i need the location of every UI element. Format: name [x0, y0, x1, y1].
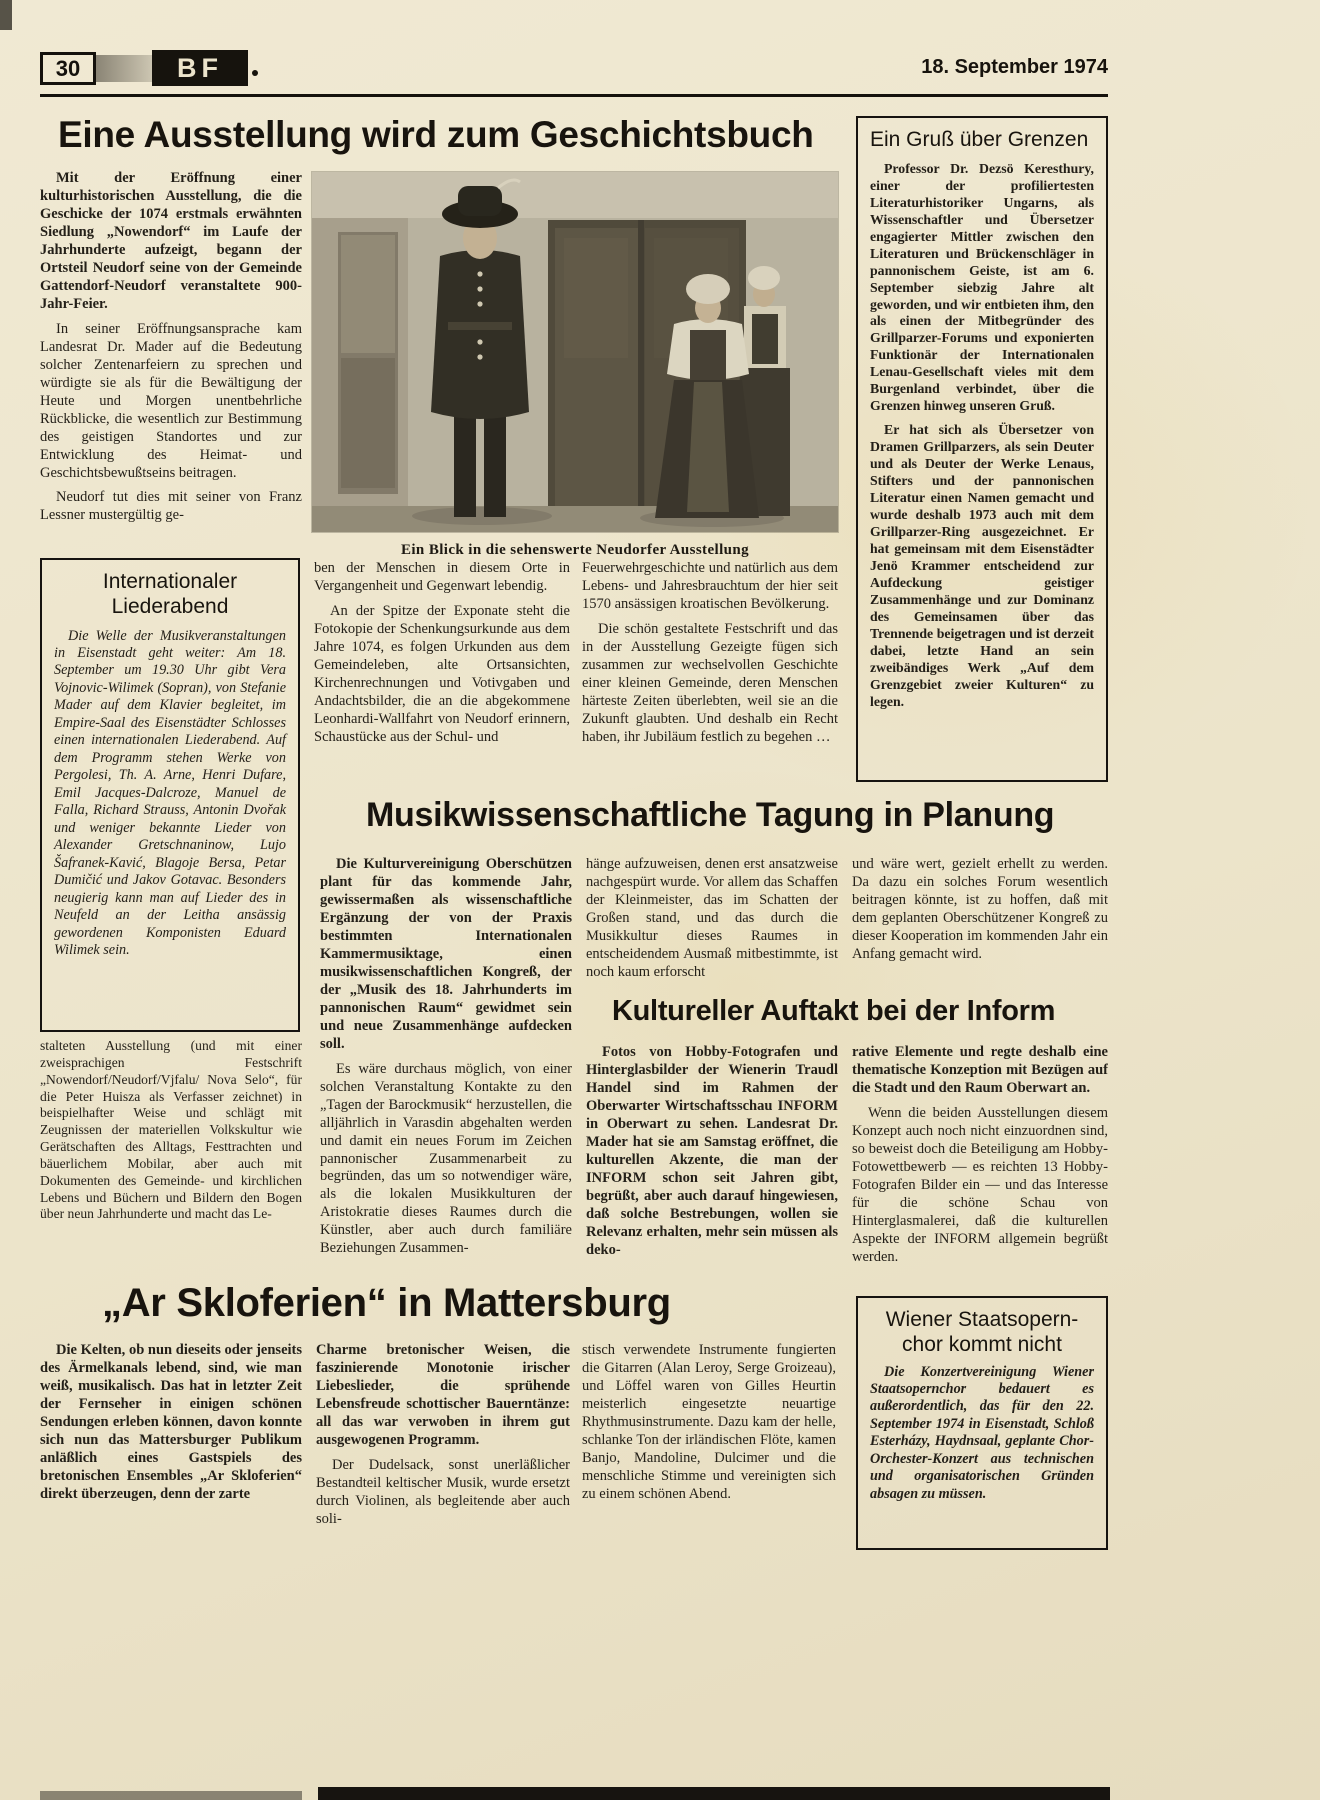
bottom-ink-bar [318, 1787, 1110, 1800]
headline-ausstellung: Eine Ausstellung wird zum Geschichtsbuch [58, 114, 814, 155]
inform-col2 [852, 1044, 1108, 1292]
paragraph: An der Spitze der Exponate steht die Fotokopie der Schenkungsurkunde aus dem Jahre 1074, es folgen Urkunden aus dem Gemeindeleben, alte Ortsansichten, Kirchenrechnungen und Votivgaben und Andachtsbilder, die an die abgekommene Leonhardi-Wallfahrt von Neudorf erinnern, Schaustücke aus der Schul- und [314, 602, 570, 745]
paragraph: Die Konzertvereinigung Wiener Staatsopernchor bedauert es außerordentlich, das für den 22. September 1974 in Eisenstadt, Schloß Esterházy, Haydnsaal, geplante Chor-Orchester-Konzert aus technischen und organisatorischen Gründen absagen zu müssen. [870, 1363, 1094, 1502]
paragraph: Die schön gestaltete Festschrift und das in der Ausstellung Gezeigte fügen sich zusammen zur wechselvollen Geschichte einer kleinen Gemeinde, deren Menschen härteste Zeiten überlebten, weil sie an die Zukunft glaubten. Und deshalb ein Recht haben, ihr Jubiläum festlich zu begehen … [582, 620, 838, 745]
paragraph: Mit der Eröffnung einer kulturhistorischen Ausstellung, die die Geschicke der 1074 erstmals erwähnten Siedlung „Nowendorf“ im Laufe der Jahrhunderte aufzeigt, begann der Ortsteil Neudorf seine von der Gemeinde Gattendorf-Neudorf veranstaltete 900-Jahr-Feier. [40, 170, 302, 312]
paragraph: rative Elemente und regte deshalb eine thematische Konzeption mit Bezügen auf die Stadt und den Raum Oberwart an. [852, 1044, 1108, 1096]
staatsoper-title [870, 1308, 1094, 1358]
paragraph: hänge aufzuweisen, denen erst ansatzweise nachgespürt wurde. Vor allem das Schaffen der Kleinmeister, das im Schatten der Großen stand, und das durch die Musikkultur dieses Raumes in entscheidendem Ausmaß mitbestimmte, ist noch kaum erforscht [586, 856, 838, 980]
paragraph: Wenn die beiden Ausstellungen diesem Konzept auch noch nicht einzuordnen sind, so beweist doch die Beteiligung am Hobby-Fotowettbewerb — es reichten 13 Hobby-Fotografen Bilder ein — und das Interesse für die schöne Schau von Hinterglasmalerei, daß die kulturellen Aspekte der INFORM allgemein begrüßt werden. [852, 1104, 1108, 1265]
photo-caption: Ein Blick in die sehenswerte Neudorfer Ausstellung [400, 542, 750, 558]
tagung-col2 [586, 856, 838, 992]
paragraph: Die Welle der Musikveranstaltungen in Eisenstadt geht weiter: Am 18. September um 19.30 Uhr gibt Vera Vojnovic-Wilimek (Sopran), von Stefanie Mader auf dem Klavier begleitet, im Empire-Saal des Eisenstädter Schlosses einen internationalen Liederabend. Auf dem Programm stehen Werke von Pergolesi, Th. A. Arne, Henri Dufare, Emil Jacques-Dalcroze, Manuel de Falla, Richard Strauss, Antonin Dvořak und weniger bekannte Lieder von Alexander Gretschnaninow, Lujo Šafranek-Kavić, Blagoje Bersa, Petar Dumičić und Jakov Gotavac. Besonders neugierig kann man auf Lieder des in Neufeld an der Leitha ansässig gewordenen Komponisten Eduard Wilimek sein. [54, 627, 286, 958]
masthead-logo-dot [252, 70, 258, 76]
masthead-logo: BF [152, 50, 248, 86]
paragraph: Die Kulturvereinigung Oberschützen plant für das kommende Jahr, gewissermaßen als wissenschaftliche Ergänzung der von der Praxis bestimmten Internationalen Kammermusiktage, einen musikwissenschaftlichen Kongreß, der der „Musik des 18. Jahrhunderts im pannonischen Raum“ gewidmet sein und neue Zusammenhänge aufdecken soll. [320, 856, 572, 1052]
paragraph: Feuerwehrgeschichte und natürlich aus dem Lebens- und Jahresbrauchtum der hier seit 1570 ansässigen kroatischen Bevölkerung. [582, 560, 838, 612]
liederabend-title: Internationaler Liederabend [102, 570, 238, 618]
skloferien-col2 [316, 1342, 570, 1578]
gruss-body [870, 161, 1094, 711]
paragraph: ben der Menschen in diesem Orte in Vergangenheit und Gegenwart lebendig. [314, 560, 570, 594]
skloferien-col1 [40, 1342, 302, 1578]
header-rule [40, 94, 1108, 97]
tagung-col3 [852, 856, 1108, 992]
paragraph: Fotos von Hobby-Fotografen und Hinterglasbilder der Wienerin Traudl Handel sind im Rahmen der Oberwarter Wirtschaftsschau INFORM in Oberwart zu sehen. Landesrat Dr. Mader hat sie am Samstag eröffnet, die kulturellen Akzente, die man der INFORM schon seit Jahren gibt, begrüßt, aber auch darauf hingewiesen, daß solche Bestrebungen, wollen sie Relevanz erhalten, mehr sein müssen als deko- [586, 1044, 838, 1258]
liederabend-body [54, 628, 286, 960]
exhibition-photo-graphic [312, 172, 838, 532]
headline-inform: Kultureller Auftakt bei der Inform [612, 995, 1056, 1027]
headline-skloferien: „Ar Skloferien“ in Mattersburg [102, 1281, 671, 1325]
paragraph: Der Dudelsack, sonst unerläßlicher Bestandteil keltischer Musik, wurde ersetzt durch Violinen, als begleitende aber auch soli- [316, 1456, 570, 1527]
staatsoper-title-line1: Wiener Staatsopern- [885, 1308, 1079, 1331]
paragraph: Neudorf tut dies mit seiner von Franz Lessner mustergültig ge- [40, 489, 302, 524]
paragraph: Es wäre durchaus möglich, von einer solchen Veranstaltung Kontakte zu den „Tagen der Barockmusik“ herzustellen, die alljährlich in Varasdin abgehalten werden und damit ein neues Forum im Zeichen pannonischer Zusammenarbeit zu begründen, das um so notwendiger wäre, als die lokalen Musikkulturen der Aristokratie dieses Raumes durch die Künstler, aber auch durch familiäre Beziehungen Zusammen- [320, 1060, 572, 1257]
liederabend-box [40, 558, 300, 1032]
gruss-box [856, 116, 1108, 782]
paragraph: Die Kelten, ob nun dieseits oder jenseits des Ärmelkanals lebend, sind, wie man weiß, musikalisch. Das hat in letzter Zeit der Fernseher in einigen schönen Sendungen erleben können, davon konnte sich nun das Mattersburger Publikum anläßlich eines Gastspiels des bretonischen Ensembles „Ar Skloferien“ direkt überzeugen, denn der zarte [40, 1342, 302, 1502]
paragraph: stalteten Ausstellung (und mit einer zweisprachigen Festschrift „Nowendorf/Neudorf/Vjfalu/ Nova Selo“, für die Peter Huisza als Verfasser zeichnet) in beispielhafter Weise und schlägt mit Zeugnissen der materiellen Volkskultur wie Gerätschaften des Alltags, Festtrachten und bäuerlichem Mobilar, aber auch mit Dokumenten des Gemeinde- und kirchlichen Lebens und Büchern und Bildern den Bogen über neun Jahrhunderte und macht das Le- [40, 1038, 302, 1222]
gruss-title: Ein Gruß über Grenzen [870, 128, 1089, 151]
main-article-col2 [314, 560, 570, 812]
skloferien-col3 [582, 1342, 836, 1578]
staatsoper-title-line2: chor kommt nicht [902, 1332, 1062, 1356]
issue-date: 18. September 1974 [921, 56, 1108, 78]
paragraph: Er hat sich als Übersetzer von Dramen Grillparzers, als sein Deuter und als Deuter der Werke Lenaus, Stifters und der pannonischen Literatur einen Namen gemacht und wurde deshalb 1973 auch mit dem Grillparzer-Ring ausgezeichnet. Er hat gemeinsam mit dem Eisenstädter Jenö Krammer entscheidend zur Aufdeckung geistiger Zusammenhänge und zur Dominanz des Gemeinsamen über das Trennende beigetragen und ist derzeit dabei, letzte Hand an sein zweibändiges Werk „Auf dem Grenzgebiet zweier Kulturen“ zu legen. [870, 422, 1094, 709]
main-article-continuation [40, 1038, 302, 1288]
inform-col1 [586, 1044, 838, 1292]
paragraph: Professor Dr. Dezsö Keresthury, einer der profiliertesten Literaturhistoriker Ungarns, als Wissenschaftler und Übersetzer engagierter Mittler zwischen den Literaturen und Brückenschläger in pannonischem Geiste, ist am 6. September siebzig Jahre alt geworden, und wir entbieten ihm, den als einen der Mitbegründer des Grillparzer-Forums und exponierten Funktionär der Internationalen Lenau-Gesellschaft vieles mit dem Burgenland verbindet, über die Grenzen hinweg unseren Gruß. [870, 160, 1094, 414]
scan-artifact [0, 0, 12, 30]
tagung-col1 [320, 856, 572, 1294]
paragraph: In seiner Eröffnungsansprache kam Landesrat Dr. Mader auf die Bedeutung solcher Zentenarfeiern zu sprechen und würdigte sie als für die Bewältigung der Heute und Morgen unentbehrliche Rückblicke, die wesentlich zur Bestimmung des geistigen Standortes und zur Entwicklung des Heimat- und Geschichtsbewußtseins beitragen. [40, 320, 302, 481]
paragraph: und wäre wert, gezielt erhellt zu werden. Da dazu ein solches Forum wesentlich beitragen könnte, ist zu hoffen, daß mit dem geplanten Oberschützener Kongreß zu dieser Kooperation im kommenden Jahr ein Anfang gemacht wird. [852, 856, 1108, 962]
paragraph: Charme bretonischer Weisen, die faszinierende Monotonie irischer Liebeslieder, die sprühende Lebensfreude schottischer Bauerntänze: all das war verwoben in ihrem gut ausgewogenen Programm. [316, 1342, 570, 1448]
staatsoper-body [870, 1364, 1094, 1504]
headline-tagung: Musikwissenschaftliche Tagung in Planung [366, 796, 1055, 834]
page-number: 30 [40, 52, 96, 85]
main-article-col3 [582, 560, 838, 812]
main-article-col1 [40, 170, 302, 552]
paragraph: stisch verwendete Instrumente fungierten die Gitarren (Alan Leroy, Serge Groizeau), und Löffel waren von Gilles Heurtin meisterlich eingesetzte neuartige Rhythmusinstrumente. Dazu kam der helle, schlanke Ton der irländischen Flöte, kamen Banjo, Mandoline, Dulcimer und die menschliche Stimme und vereinigten sich zu einem schönen Abend. [582, 1342, 836, 1502]
staatsoper-box [856, 1296, 1108, 1550]
exhibition-photo [312, 172, 838, 532]
bottom-ink-bar-left [40, 1791, 302, 1800]
